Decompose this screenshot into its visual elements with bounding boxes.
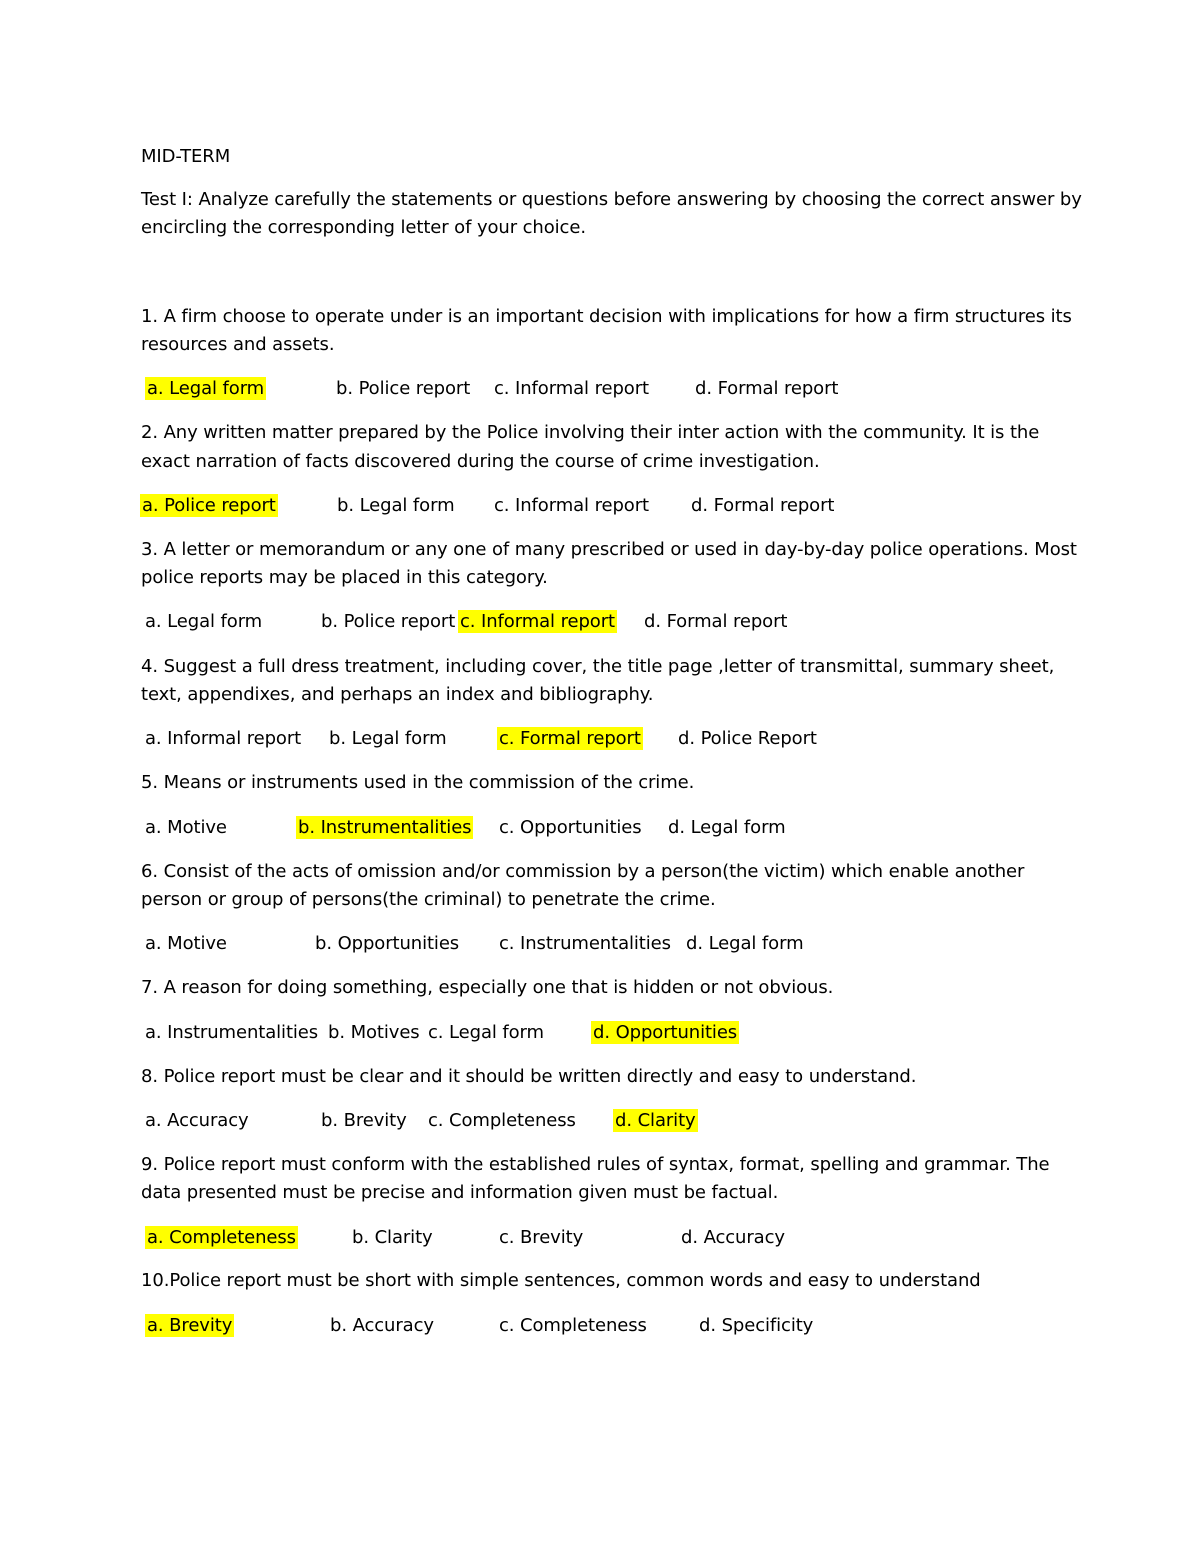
question-8-option-a: a. Accuracy: [145, 1110, 249, 1131]
question-2-text-line-2: exact narration of facts discovered during the course of crime investigation.: [141, 451, 820, 472]
question-6-option-d: d. Legal form: [686, 933, 804, 954]
question-7-text-line-1: 7. A reason for doing something, especially one that is hidden or not obvious.: [141, 977, 834, 998]
question-8-option-b: b. Brevity: [321, 1110, 407, 1131]
question-9-option-c: c. Brevity: [499, 1227, 584, 1248]
question-4-text-line-2: text, appendixes, and perhaps an index and bibliography.: [141, 684, 654, 705]
question-2-text-line-1: 2. Any written matter prepared by the Police involving their inter action with the community. It is the: [141, 422, 1040, 443]
question-6-option-b: b. Opportunities: [315, 933, 460, 954]
question-5-option-c: c. Opportunities: [499, 817, 642, 838]
question-9-text-line-1: 9. Police report must conform with the established rules of syntax, format, spelling and grammar. The: [141, 1154, 1050, 1175]
question-7-option-a: a. Instrumentalities: [145, 1022, 319, 1043]
question-3-text-line-1: 3. A letter or memorandum or any one of many prescribed or used in day-by-day police operations. Most: [141, 539, 1077, 560]
question-10-option-d: d. Specificity: [699, 1315, 814, 1336]
question-7-option-d: d. Opportunities: [593, 1022, 738, 1043]
question-3-option-d: d. Formal report: [644, 611, 788, 632]
question-4-text-line-1: 4. Suggest a full dress treatment, including cover, the title page ,letter of transmittal, summary sheet,: [141, 656, 1055, 677]
instructions-line-2: encircling the corresponding letter of your choice.: [141, 217, 586, 238]
question-10-option-a: a. Brevity: [147, 1315, 233, 1336]
question-4-option-c: c. Formal report: [499, 728, 641, 749]
page-title: MID-TERM: [141, 146, 231, 167]
question-10-text-line-1: 10.Police report must be short with simple sentences, common words and easy to understand: [141, 1270, 981, 1291]
question-1-text-line-1: 1. A firm choose to operate under is an important decision with implications for how a firm structures its: [141, 306, 1072, 327]
question-4-option-a: a. Informal report: [145, 728, 302, 749]
question-3-option-a: a. Legal form: [145, 611, 263, 632]
question-5-option-b: b. Instrumentalities: [298, 817, 472, 838]
question-2-option-a: a. Police report: [142, 495, 276, 516]
question-1-option-d: d. Formal report: [695, 378, 839, 399]
question-10-option-b: b. Accuracy: [330, 1315, 434, 1336]
question-5-text-line-1: 5. Means or instruments used in the commission of the crime.: [141, 772, 695, 793]
question-9-option-a: a. Completeness: [147, 1227, 296, 1248]
question-7-option-b: b. Motives: [328, 1022, 420, 1043]
question-6-text-line-1: 6. Consist of the acts of omission and/or commission by a person(the victim) which enable another: [141, 861, 1025, 882]
instructions-line-1: Test I: Analyze carefully the statements or questions before answering by choosing the correct answer by: [141, 189, 1082, 210]
question-7-option-c: c. Legal form: [428, 1022, 544, 1043]
question-1-text-line-2: resources and assets.: [141, 334, 335, 355]
question-10-option-c: c. Completeness: [499, 1315, 647, 1336]
question-6-option-a: a. Motive: [145, 933, 227, 954]
question-2-option-c: c. Informal report: [494, 495, 649, 516]
question-3-option-c: c. Informal report: [460, 611, 615, 632]
question-5-option-d: d. Legal form: [668, 817, 786, 838]
question-3-option-b: b. Police report: [321, 611, 456, 632]
question-9-text-line-2: data presented must be precise and information given must be factual.: [141, 1182, 779, 1203]
question-6-text-line-2: person or group of persons(the criminal) to penetrate the crime.: [141, 889, 716, 910]
question-8-option-c: c. Completeness: [428, 1110, 576, 1131]
question-2-option-d: d. Formal report: [691, 495, 835, 516]
question-3-text-line-2: police reports may be placed in this category.: [141, 567, 548, 588]
question-1-option-c: c. Informal report: [494, 378, 649, 399]
question-6-option-c: c. Instrumentalities: [499, 933, 671, 954]
question-1-option-b: b. Police report: [336, 378, 471, 399]
question-8-text-line-1: 8. Police report must be clear and it should be written directly and easy to understand.: [141, 1066, 917, 1087]
question-5-option-a: a. Motive: [145, 817, 227, 838]
question-8-option-d: d. Clarity: [615, 1110, 696, 1131]
question-9-option-d: d. Accuracy: [681, 1227, 785, 1248]
question-1-option-a: a. Legal form: [147, 378, 265, 399]
question-4-option-d: d. Police Report: [678, 728, 817, 749]
question-9-option-b: b. Clarity: [352, 1227, 433, 1248]
question-4-option-b: b. Legal form: [329, 728, 447, 749]
question-2-option-b: b. Legal form: [337, 495, 455, 516]
